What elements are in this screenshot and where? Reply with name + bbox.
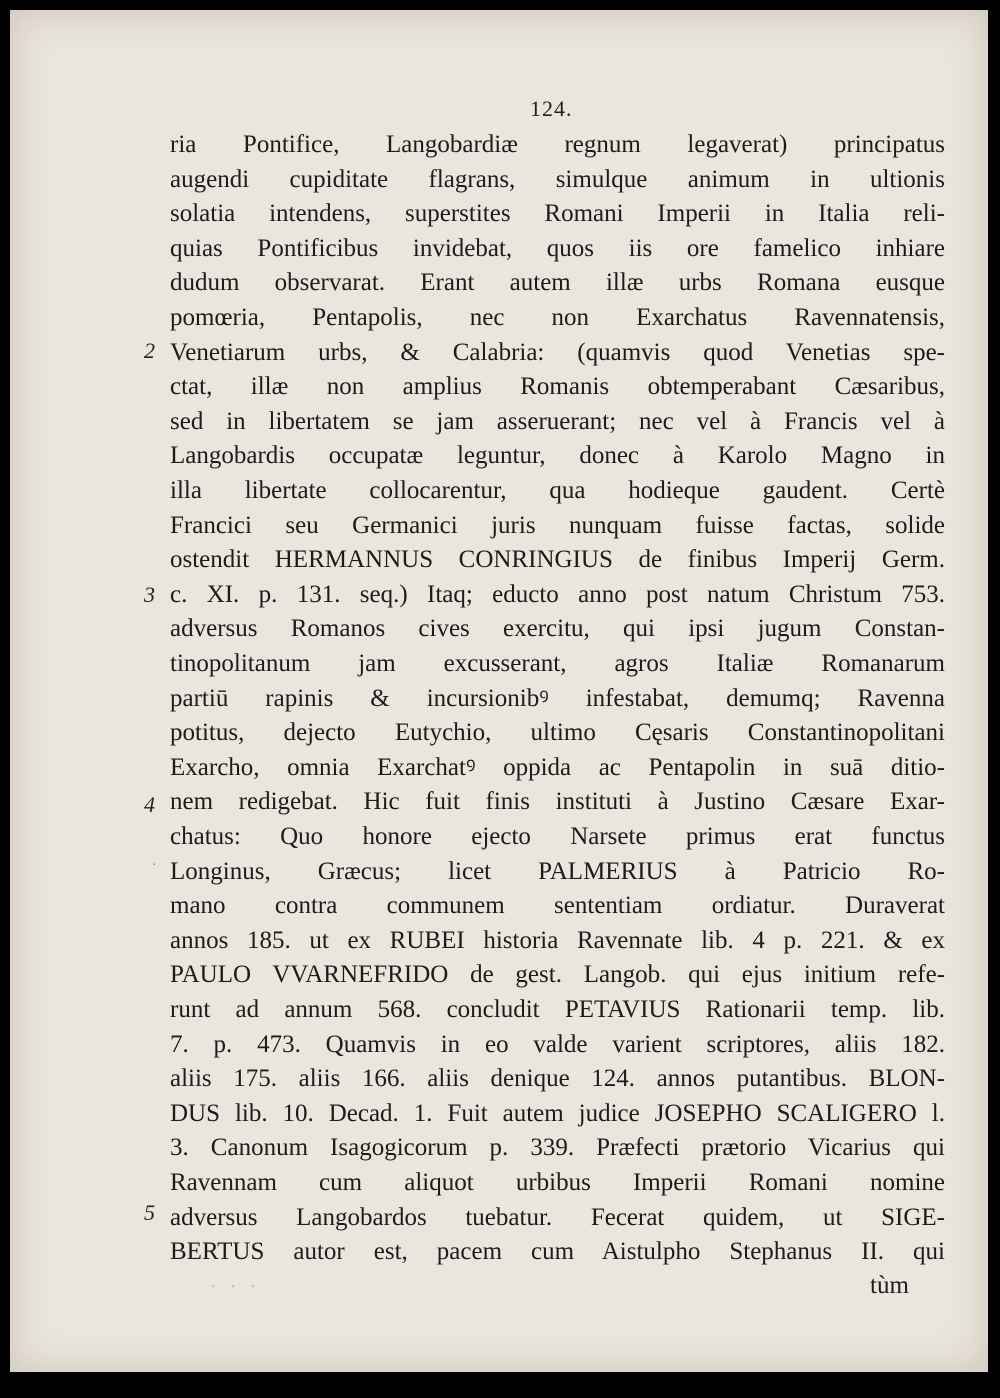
text-line: annos 185. ut ex RUBEI historia Ravennate lib. 4 p. 221. & ex <box>170 926 945 954</box>
catchword: tùm <box>870 1272 909 1299</box>
text-line: quias Pontificibus invidebat, quos iis ore famelico inhiare <box>170 234 945 262</box>
text-line: solatia intendens, superstites Romani Imperii in Italia reli- <box>170 200 945 228</box>
text-line: adversus Langobardos tuebatur. Fecerat quidem, ut SIGE- <box>170 1203 945 1231</box>
text-line: ostendit HERMANNUS CONRINGIUS de finibus Imperij Germ. <box>170 546 945 574</box>
text-line: dudum observarat. Erant autem illæ urbs Romana eusque <box>170 269 945 297</box>
text-line: Francici seu Germanici juris nunquam fuisse factas, solide <box>170 511 945 539</box>
text-line: aliis 175. aliis 166. aliis denique 124. annos putantibus. BLON- <box>170 1065 945 1093</box>
text-line: runt ad annum 568. concludit PETAVIUS Rationarii temp. lib. <box>170 996 945 1023</box>
text-line: Exarcho, omnia Exarchatꝰ oppida ac Pentapolin in suā ditio- <box>170 753 945 781</box>
text-line: Ravennam cum aliquot urbibus Imperii Romani nomine <box>170 1169 945 1196</box>
margin-number: 4 <box>144 792 155 817</box>
text-line: potitus, dejecto Eutychio, ultimo Cęsaris Constantinopolitani <box>170 719 945 747</box>
margin-mark: · <box>152 858 157 873</box>
text-line: DUS lib. 10. Decad. 1. Fuit autem judice JOSEPHO SCALIGERO l. <box>170 1099 945 1127</box>
text-line: PAULO VVARNEFRIDO de gest. Langob. qui ejus initium refe- <box>170 961 945 989</box>
text-line: pomœria, Pentapolis, nec non Exarchatus Ravennatensis, <box>170 304 945 331</box>
book-page <box>10 10 988 1372</box>
text-line: ctat, illæ non amplius Romanis obtemperabant Cæsaribus, <box>170 373 945 401</box>
text-line: illa libertate collocarentur, qua hodieque gaudent. Certè <box>170 477 945 504</box>
text-line: 3. Canonum Isagogicorum p. 339. Præfecti prætorio Vicarius qui <box>170 1134 945 1162</box>
margin-number: 3 <box>144 582 155 607</box>
text-line: c. XI. p. 131. seq.) Itaq; educto anno post natum Christum 753. <box>170 580 945 608</box>
text-line: Langobardis occupatæ leguntur, donec à Karolo Magno in <box>170 442 945 470</box>
text-line: tinopolitanum jam excusserant, agros Italiæ Romanarum <box>170 650 945 677</box>
margin-number: 2 <box>144 338 155 363</box>
text-line: partiū rapinis & incursionibꝰ infestabat, demumq; Ravenna <box>170 684 945 712</box>
text-line: 7. p. 473. Quamvis in eo valde varient scriptores, aliis 182. <box>170 1030 945 1058</box>
show-through-smudge: · · · <box>210 1276 260 1298</box>
text-line: nem redigebat. Hic fuit finis instituti à Justino Cæsare Exar- <box>170 788 945 816</box>
text-line: Venetiarum urbs, & Calabria: (quamvis quod Venetias spe- <box>170 338 945 366</box>
text-line: sed in libertatem se jam asseruerant; nec vel à Francis vel à <box>170 407 945 435</box>
text-line: chatus: Quo honore ejecto Narsete primus erat functus <box>170 823 945 850</box>
text-line: ria Pontifice, Langobardiæ regnum legaverat) principatus <box>170 131 945 158</box>
text-line: augendi cupiditate flagrans, simulque animum in ultionis <box>170 165 945 193</box>
text-line: adversus Romanos cives exercitu, qui ipsi jugum Constan- <box>170 615 945 643</box>
text-line: BERTUS autor est, pacem cum Aistulpho Stephanus II. qui <box>170 1238 945 1266</box>
margin-number: 5 <box>144 1200 155 1225</box>
text-line: Longinus, Græcus; licet PALMERIUS à Patricio Ro- <box>170 857 945 885</box>
page-number: 124. <box>530 96 573 121</box>
text-line: mano contra communem sententiam ordiatur. Duraverat <box>170 892 945 920</box>
